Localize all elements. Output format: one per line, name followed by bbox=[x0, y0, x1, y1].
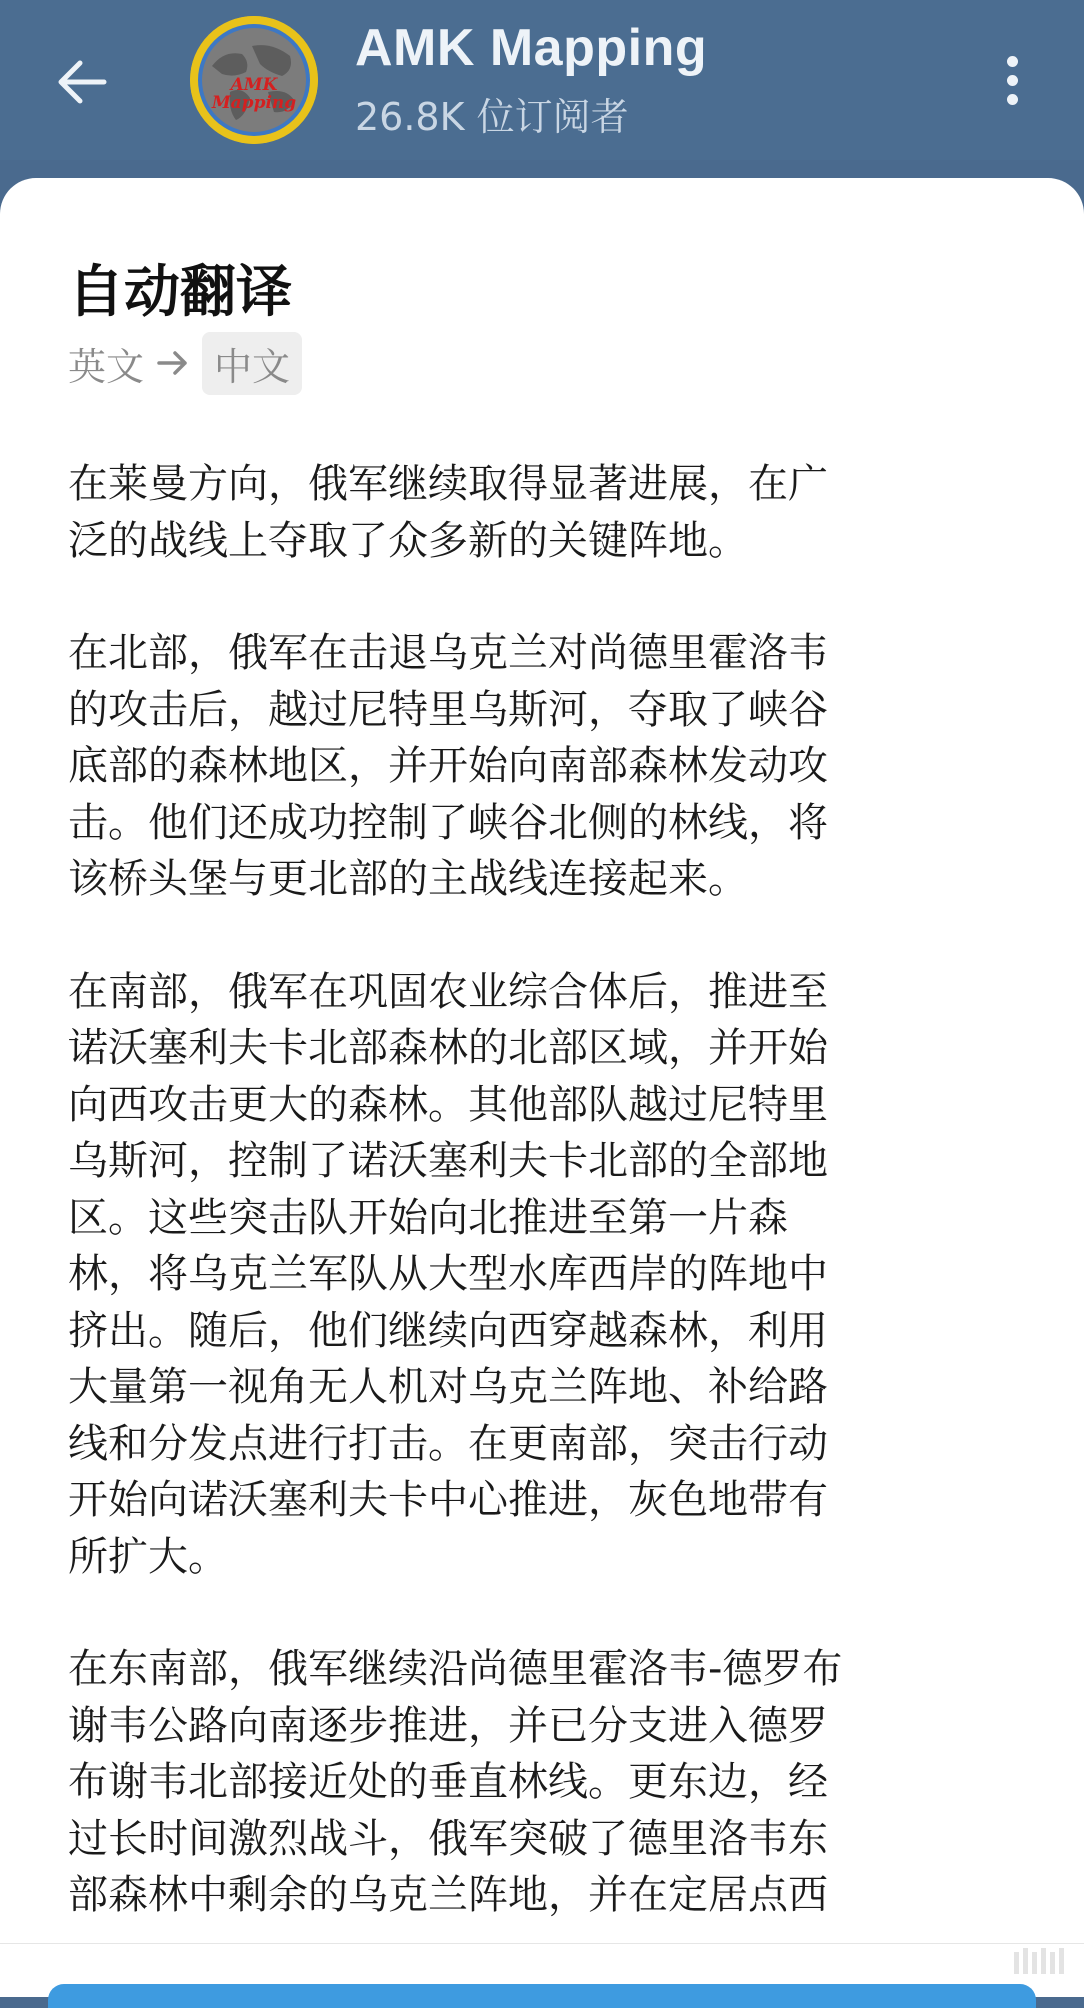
paragraph: 在南部，俄军在巩固农业综合体后，推进至 诺沃塞利夫卡北部森林的北部区域，并开始 向西攻击更大的森林。其他部队越过尼特里 乌斯河，控制了诺沃塞利夫卡北部的全部地 区。这些突击队开始向北推进至第一片森 林，将乌克兰军队从大型水库西岸的阵地中 挤出。随后，他们继续向西穿越森林，利用 大量第一视角无人机对乌克兰阵地、补给路 线和分发点进行打击。在更南部，突击行动 开始向诺沃塞利夫卡中心推进，灰色地带有 所扩大。 bbox=[68, 968, 828, 1580]
translated-content bbox=[68, 456, 1018, 1980]
divider bbox=[0, 1943, 1084, 1944]
more-vertical-icon bbox=[1007, 56, 1018, 67]
target-language[interactable]: 中文 bbox=[202, 332, 302, 395]
channel-name[interactable]: AMK Mapping bbox=[355, 19, 708, 77]
source-language[interactable]: 英文 bbox=[68, 344, 145, 389]
back-arrow-icon bbox=[56, 59, 108, 105]
channel-avatar[interactable] bbox=[190, 16, 318, 144]
bottom-action-button[interactable] bbox=[48, 1984, 1036, 2008]
paragraph: 在东南部，俄军继续沿尚德里霍洛韦-德罗布 谢韦公路向南逐步推进，并已分支进入德罗 布谢韦北部接近处的垂直林线。更东边，经 过长时间激烈战斗，俄军突破了德里洛韦东 部森林中剩余的乌克兰阵地，并在定居点西 bbox=[68, 1646, 843, 1918]
svg-text:AMK: AMK bbox=[230, 75, 278, 95]
app-header bbox=[0, 0, 1084, 160]
subscriber-count: 26.8K 位订阅者 bbox=[355, 95, 629, 139]
arrow-right-icon bbox=[156, 349, 190, 377]
language-selector[interactable] bbox=[68, 336, 302, 390]
svg-text:Mapping: Mapping bbox=[211, 93, 297, 113]
more-options-button[interactable] bbox=[990, 48, 1034, 112]
watermark bbox=[1014, 1948, 1064, 1974]
paragraph: 在北部，俄军在击退乌克兰对尚德里霍洛韦 的攻击后，越过尼特里乌斯河，夺取了峡谷 底部的森林地区，并开始向南部森林发动攻 击。他们还成功控制了峡谷北侧的林线，将 该桥头堡与更北部的主战线连接起来。 bbox=[68, 630, 828, 902]
paragraph: 在莱曼方向，俄军继续取得显著进展，在广 泛的战线上夺取了众多新的关键阵地。 bbox=[68, 461, 828, 564]
sheet-title: 自动翻译 bbox=[68, 260, 292, 325]
back-button[interactable] bbox=[50, 50, 114, 114]
